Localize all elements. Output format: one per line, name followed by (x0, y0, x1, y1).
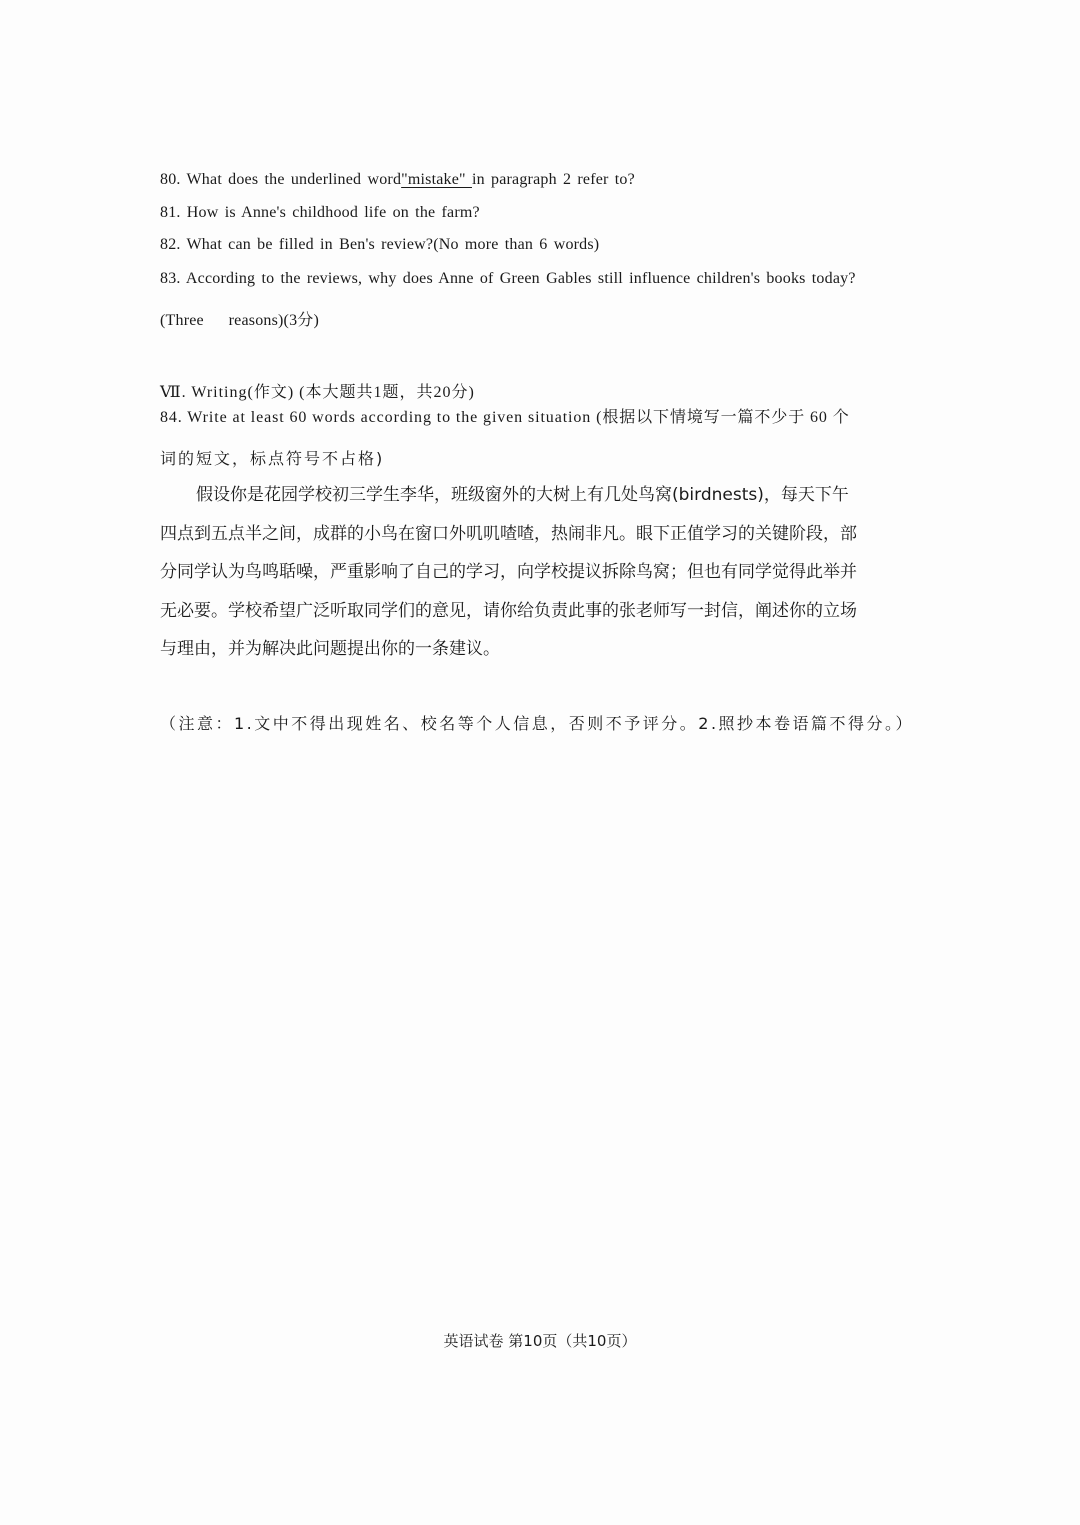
writing-instruction-line1: 84. Write at least 60 words according to the given situation (根据以下情境写一篇不少于 60 个 (160, 409, 850, 426)
writing-prompt-line: 与理由，并为解决此问题提出你的一条建议。 (160, 639, 500, 659)
question-80-suffix: in paragraph 2 refer to? (471, 171, 635, 188)
page-footer: 英语试卷 第10页（共10页） (443, 1332, 637, 1350)
writing-prompt-line: 分同学认为鸟鸣聒噪，严重影响了自己的学习，向学校提议拆除鸟窝；但也有同学觉得此举并 (160, 562, 857, 582)
writing-instruction-line2: 词的短文，标点符号不占格) (160, 449, 385, 468)
question-83-line2: (Three reasons)(3分) (160, 312, 320, 329)
question-80 (160, 171, 635, 189)
writing-prompt-line: 假设你是花园学校初三学生李华，班级窗外的大树上有几处鸟窝(birdnests)，每天下午 (196, 485, 849, 505)
writing-prompt-line: 无必要。学校希望广泛听取同学们的意见，请你给负责此事的张老师写一封信，阐述你的立场 (160, 600, 857, 621)
writing-note: （注意：1.文中不得出现姓名、校名等个人信息，否则不予评分。2.照抄本卷语篇不得分。） (160, 714, 915, 733)
writing-heading: Ⅶ. Writing(作文) (本大题共1题，共20分) (160, 384, 475, 401)
question-80-prefix: 80. What does the underlined word (160, 171, 402, 188)
question-81: 81. How is Anne's childhood life on the farm? (160, 204, 480, 221)
question-82: 82. What can be filled in Ben's review?(No more than 6 words) (160, 236, 600, 253)
underlined-word: "mistake" (401, 171, 472, 188)
question-83-line1: 83. According to the reviews, why does Anne of Green Gables still influence children's books today? (160, 270, 856, 287)
writing-prompt-line: 四点到五点半之间，成群的小鸟在窗口外叽叽喳喳，热闹非凡。眼下正值学习的关键阶段，部 (160, 523, 857, 544)
writing-prompt (160, 476, 920, 669)
